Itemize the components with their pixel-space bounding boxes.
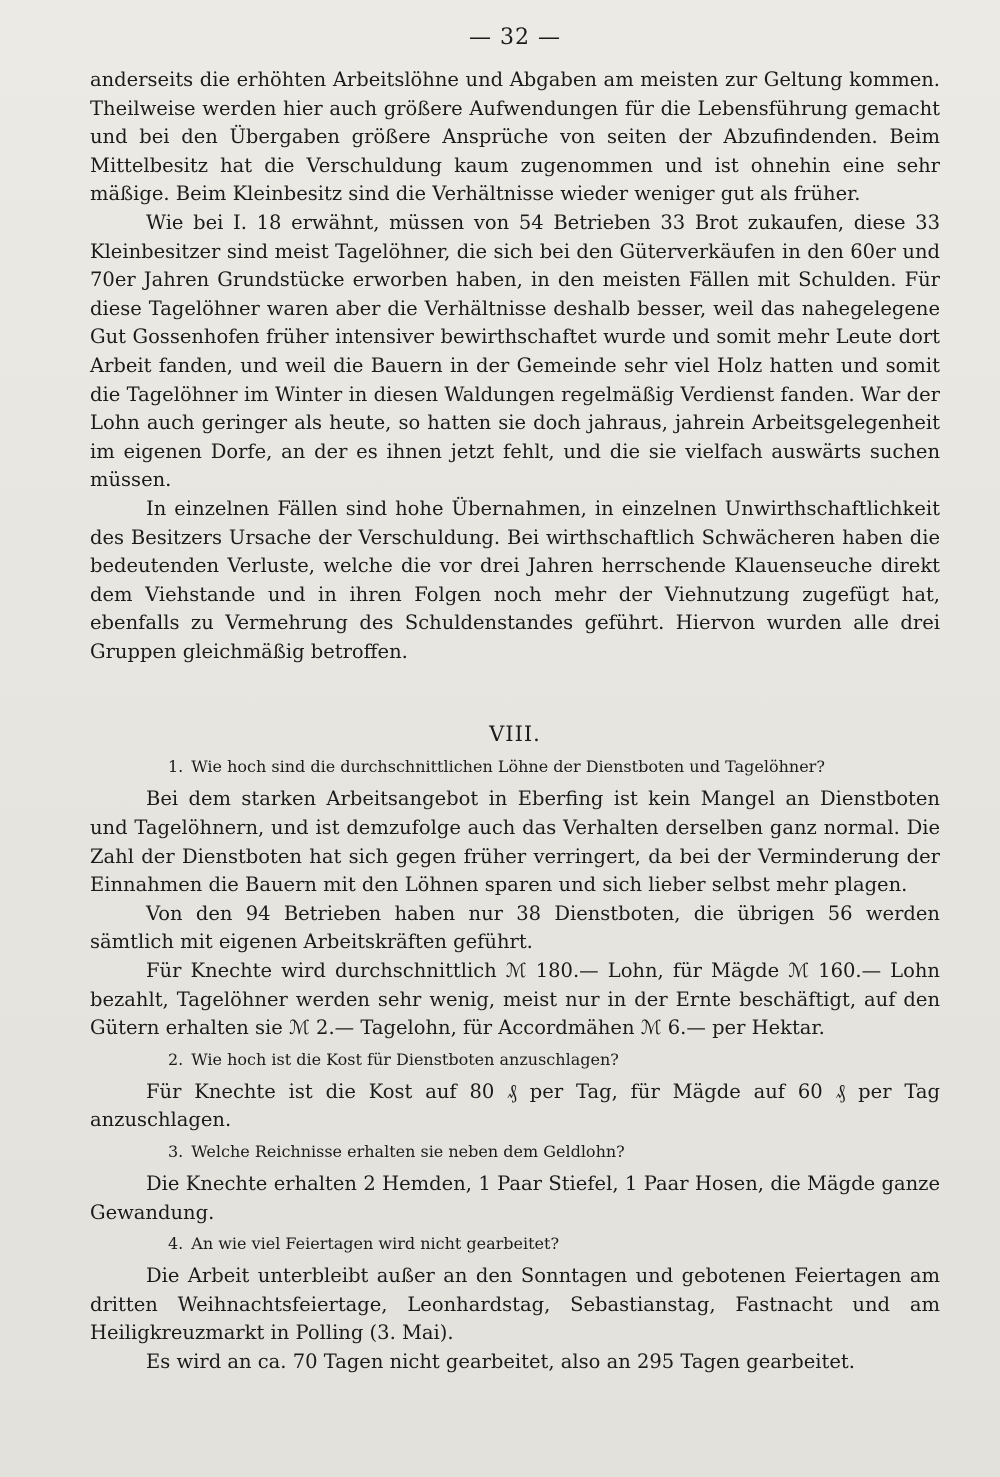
question-3-number: 3. bbox=[168, 1142, 184, 1161]
question-4-text: An wie viel Feiertagen wird nicht gearbeitet? bbox=[191, 1234, 560, 1254]
question-4-number: 4. bbox=[168, 1234, 184, 1254]
answer-1-paragraph-3: Für Knechte wird durchschnittlich ℳ 180.— Lohn, für Mägde ℳ 160.— Lohn bezahlt, Tagelöhner werden sehr wenig, meist nur in der Ernte beschäftigt, auf den Gütern erhalten sie ℳ 2.— Tagelohn, für Accordmähen ℳ 6.— per Hektar. bbox=[90, 959, 940, 1040]
page-content bbox=[90, 20, 940, 1377]
answer-4-paragraph-2: Es wird an ca. 70 Tagen nicht gearbeitet, also an 295 Tagen gearbeitet. bbox=[146, 1349, 855, 1373]
paragraph-continuation: anderseits die erhöhten Arbeitslöhne und Abgaben am meisten zur Geltung kommen. Theilweise werden hier auch größere Aufwendungen für die Lebensführung gemacht und bei den Übergaben größere Ansprüche von seiten der Abzufindenden. Beim Mittelbesitz hat die Verschuldung kaum zugenommen und ist ohnehin eine sehr mäßige. Beim Kleinbesitz sind die Verhältnisse wieder weniger gut als früher. bbox=[90, 68, 940, 206]
section-heading: VIII. bbox=[489, 722, 541, 747]
page-number: — 32 — bbox=[469, 25, 561, 50]
paragraph-tagelohner: Wie bei I. 18 erwähnt, müssen von 54 Betrieben 33 Brot zukaufen, diese 33 Kleinbesitzer sind meist Tagelöhner, die sich bei den Güterverkäufen in den 60er und 70er Jahren Grundstücke erworben haben, in den meisten Fällen mit Schulden. Für diese Tagelöhner waren aber die Verhältnisse deshalb besser, weil das nahegelegene Gut Gossenhofen früher intensiver bewirthschaftet wurde und somit mehr Leute dort Arbeit fanden, und weil die Bauern in der Gemeinde sehr viel Holz hatten und somit die Tagelöhner im Winter in diesen Waldungen regelmäßig Verdienst fanden. War der Lohn auch geringer als heute, so hatten sie doch jahraus, jahrein Arbeitsgelegenheit im eigenen Dorfe, an der es ihnen jetzt fehlt, und die sie vielfach auswärts suchen müssen. bbox=[90, 210, 940, 492]
question-2 bbox=[90, 1047, 940, 1072]
paragraph-verschuldung: In einzelnen Fällen sind hohe Übernahmen, in einzelnen Unwirthschaftlichkeit des Besitzers Ursache der Verschuldung. Bei wirthschaftlich Schwächeren haben die bedeutenden Verluste, welche die vor drei Jahren herrschende Klauenseuche direkt dem Viehstande und in ihren Folgen noch mehr der Viehnutzung zugefügt hat, ebenfalls zu Vermehrung des Schuldenstandes geführt. Hiervon wurden alle drei Gruppen gleichmäßig betroffen. bbox=[90, 496, 940, 663]
answer-2-paragraph-1: Für Knechte ist die Kost auf 80 ₰ per Tag, für Mägde auf 60 ₰ per Tag anzuschlagen. bbox=[90, 1079, 940, 1132]
answer-1-paragraph-2: Von den 94 Betrieben haben nur 38 Dienstboten, die übrigen 56 werden sämtlich mit eigenen Arbeitskräften geführt. bbox=[90, 901, 940, 954]
answer-3-paragraph-1: Die Knechte erhalten 2 Hemden, 1 Paar Stiefel, 1 Paar Hosen, die Mägde ganze Gewandung. bbox=[90, 1172, 940, 1224]
question-1-text: Wie hoch sind die durchschnittlichen Löhne der Dienstboten und Tagelöhner? bbox=[191, 757, 825, 777]
answer-4-paragraph-1: Die Arbeit unterbleibt außer an den Sonntagen und gebotenen Feiertagen am dritten Weihnachtsfeiertage, Leonhardstag, Sebastianstag, Fastnacht und am Heiligkreuzmarkt in Polling (3. Mai). bbox=[90, 1264, 940, 1345]
question-4 bbox=[90, 1231, 940, 1256]
question-2-text: Wie hoch ist die Kost für Dienstboten anzuschlagen? bbox=[191, 1049, 619, 1069]
answer-1-paragraph-1: Bei dem starken Arbeitsangebot in Eberfing ist kein Mangel an Dienstboten und Tagelöhnern, und ist demzufolge auch das Verhalten derselben ganz normal. Die Zahl der Dienstboten hat sich gegen früher verringert, da bei der Verminderung der Einnahmen die Bauern mit den Löhnen sparen und sich lieber selbst mehr plagen. bbox=[90, 787, 940, 897]
question-3 bbox=[90, 1139, 940, 1164]
question-2-number: 2. bbox=[168, 1049, 184, 1069]
question-1-number: 1. bbox=[168, 757, 184, 777]
question-1 bbox=[90, 754, 940, 779]
question-3-text: Welche Reichnisse erhalten sie neben dem Geldlohn? bbox=[191, 1142, 625, 1161]
